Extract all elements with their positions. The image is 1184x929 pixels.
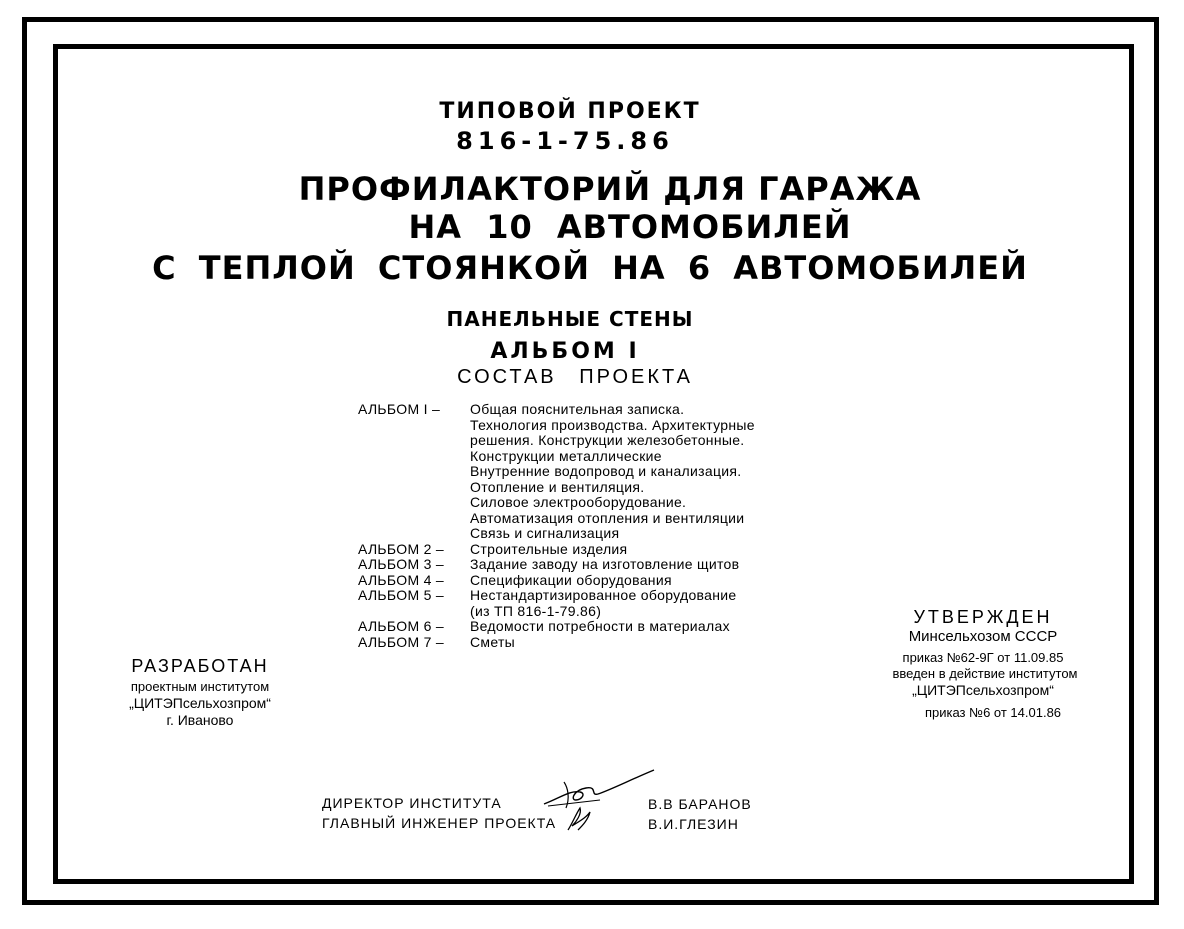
title-line-2: НА 10 АВТОМОБИЛЕЙ: [408, 208, 852, 246]
album-label: [358, 449, 470, 465]
list-item: [358, 526, 755, 542]
approved-line-1: Минсельхозом СССР: [908, 628, 1058, 645]
chief-engineer-signature: [562, 804, 598, 834]
signature-name-chief-engineer: В.И.ГЛЕЗИН: [648, 816, 739, 832]
album-label: [358, 511, 470, 527]
list-item: [358, 604, 755, 620]
album-label: АЛЬБОМ 7 –: [358, 633, 444, 650]
developed-line-3: г. Иваново: [166, 712, 234, 728]
album-label: [358, 480, 470, 496]
list-item: [358, 573, 755, 589]
list-item: [358, 635, 755, 651]
album-description: Общая пояснительная записка.: [470, 401, 685, 417]
album-description: Силовое электрооборудование.: [470, 494, 687, 510]
approved-line-4: „ЦИТЭПсельхозпром“: [912, 682, 1054, 698]
album-description: Внутренние водопровод и канализация.: [470, 463, 742, 479]
signature-role-director: ДИРЕКТОР ИНСТИТУТА: [322, 795, 502, 811]
list-item: [358, 542, 755, 558]
album-label: АЛЬБОМ 2 –: [358, 540, 444, 557]
album-description: Технология производства. Архитектурные: [470, 416, 755, 433]
album-label: [358, 464, 470, 480]
album-description: Задание заводу на изготовление щитов: [470, 556, 740, 572]
album-description: Связь и сигнализация: [470, 525, 620, 541]
subtitle: ПАНЕЛЬНЫЕ СТЕНЫ: [446, 307, 694, 331]
album-description: Строительные изделия: [470, 540, 628, 557]
album-description: Конструкции металлические: [470, 447, 662, 464]
list-item: [358, 402, 755, 418]
developed-title: РАЗРАБОТАН: [131, 656, 269, 676]
title-line-3: С ТЕПЛОЙ СТОЯНКОЙ НА 6 АВТОМОБИЛЕЙ: [152, 249, 1028, 287]
album-label: АЛЬБОМ I –: [358, 401, 441, 417]
approved-title: УТВЕРЖДЕН: [913, 607, 1053, 627]
approved-line-3: введен в действие институтом: [892, 666, 1078, 681]
list-item: [358, 418, 755, 434]
album-description: Отопление и вентиляция.: [470, 478, 645, 495]
album-label: [358, 433, 470, 449]
album-description: Автоматизация отопления и вентиляции: [470, 509, 745, 526]
signature-name-director: В.В БАРАНОВ: [648, 796, 752, 812]
album-description: Спецификации оборудования: [470, 571, 672, 588]
title-line-1: ПРОФИЛАКТОРИЙ ДЛЯ ГАРАЖА: [298, 170, 922, 208]
list-item: [358, 495, 755, 511]
developed-line-1: проектным институтом: [130, 679, 270, 694]
list-item: [358, 619, 755, 635]
album-label: АЛЬБОМ 6 –: [358, 618, 444, 634]
album-label: [358, 526, 470, 542]
album-label: АЛЬБОМ 4 –: [358, 571, 444, 588]
album-label: АЛЬБОМ 3 –: [358, 556, 444, 572]
album-label: [358, 495, 470, 511]
list-item: [358, 557, 755, 573]
approved-line-2: приказ №62-9Г от 11.09.85: [902, 650, 1064, 665]
composition-title: СОСТАВ ПРОЕКТА: [457, 366, 693, 388]
album-description: Сметы: [470, 633, 516, 650]
album-title: АЛЬБОМ I: [490, 339, 640, 364]
list-item: [358, 433, 755, 449]
list-item: [358, 480, 755, 496]
album-label: [358, 418, 470, 434]
contents-list: [358, 402, 755, 650]
approved-line-5: приказ №6 от 14.01.86: [924, 705, 1062, 720]
album-label: АЛЬБОМ 5 –: [358, 587, 444, 603]
signature-role-chief-engineer: ГЛАВНЫЙ ИНЖЕНЕР ПРОЕКТА: [322, 815, 557, 831]
list-item: [358, 464, 755, 480]
album-description: Ведомости потребности в материалах: [470, 618, 730, 634]
project-number: 816-1-75.86: [456, 127, 674, 155]
list-item: [358, 511, 755, 527]
developed-line-2: „ЦИТЭПсельхозпром“: [129, 695, 271, 711]
album-description: решения. Конструкции железобетонные.: [470, 432, 745, 448]
list-item: [358, 449, 755, 465]
director-signature: [540, 762, 660, 812]
album-description: (из ТП 816-1-79.86): [470, 602, 602, 619]
album-label: [358, 604, 470, 620]
project-kind: ТИПОВОЙ ПРОЕКТ: [439, 99, 701, 124]
album-description: Нестандартизированное оборудование: [470, 587, 737, 603]
list-item: [358, 588, 755, 604]
